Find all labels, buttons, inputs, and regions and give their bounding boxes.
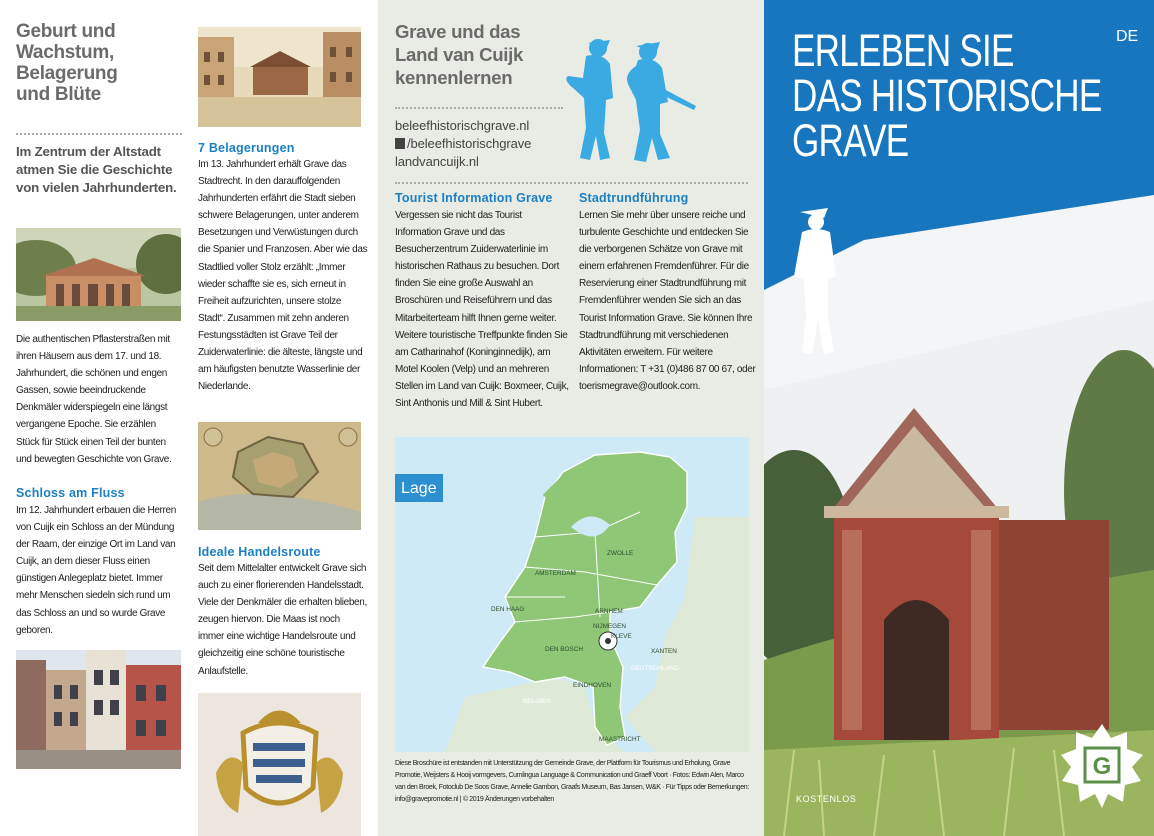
- photo-coat-of-arms: [198, 693, 361, 836]
- divider: [395, 182, 748, 184]
- panel-info: [378, 0, 764, 836]
- city-label: ZWOLLE: [607, 550, 634, 557]
- col2-para1: Im 13. Jahrhundert erhält Grave das Stadtrecht. In den darauffolgenden Jahrhunderten erfährt die Stadt sieben schwere Belagerungen, unter anderem Besetzungen und Verwüstungen durch die Spanier und Franzosen. Aber wie das Stadtlied voller Stolz erzählt: „Immer wieder schaffte sie es, sich erneut in Freiheit aufzurichten, unsere stolze Stadt“. Zusammen mit zehn anderen Festungsstädten ist Grave Teil der Zuiderwaterlinie: die älteste, längste und am häufigsten benutzte Wasserlinie der Niederlande.: [198, 159, 368, 393]
- col3-heading: Grave und das Land van Cuijk kennenlernen: [395, 21, 524, 88]
- col3-para2: Lernen Sie mehr über unsere reiche und turbulente Geschichte und entdecken Sie die verborgenen Schätze von Grave mit einem erfahrenen Fremdenführer. Für die Reservierung einer Stadtrundführung mit Fremdenführer wenden Sie sich an das Tourist Information Grave. Sie können Ihre Stadtrundführung mit verschiedenen Aktivitäten erweitern. Für weitere Informationen: T +31 (0)486 87 00 67, oder toerismegrave@outlook.com.: [579, 210, 756, 392]
- photo-old-building-engraving: [16, 228, 181, 321]
- facebook-icon: [395, 138, 405, 149]
- city-label: EINDHOVEN: [573, 682, 611, 689]
- map-label: Lage: [401, 480, 437, 497]
- cover-footer: KOSTENLOS: [796, 794, 857, 804]
- country-label: DEUTSCHLAND: [631, 665, 679, 672]
- badge-letter: G: [1092, 753, 1112, 780]
- photo-historic-square: [198, 27, 361, 127]
- city-label: NIJMEGEN: [593, 623, 627, 630]
- photo-fortress-map: [198, 422, 361, 530]
- city-label: AMSTERDAM: [535, 570, 576, 577]
- divider: [16, 133, 182, 135]
- link-website[interactable]: beleefhistorischgrave.nl: [395, 118, 530, 133]
- lang-badge: DE: [1116, 28, 1139, 45]
- city-label: DEN HAAG: [491, 606, 525, 613]
- col3-sub1: Tourist Information Grave: [395, 191, 553, 205]
- city-label: XANTEN: [651, 648, 677, 655]
- col1-para2: Im 12. Jahrhundert erbauen die Herren von Cuijk ein Schloss an der Mündung der Raam, der einzige Ort im Land van Cuijk, an dem dieser Fluss einen günstigen Anlegeplatz bietet. Immer mehr Menschen siedeln sich rund um das Schloss an und so wurde Grave geboren.: [16, 505, 176, 636]
- col2-sub1: 7 Belagerungen: [198, 141, 295, 155]
- link-landvancuijk[interactable]: landvancuijk.nl: [395, 154, 479, 169]
- col2-para2: Seit dem Mittelalter entwickelt Grave sich auch zu einer florierenden Handelsstadt. Viele der Denkmäler die erhalten blieben, zeugen hiervon. Die Maas ist noch immer eine wichtige Handelsroute und gleichzeitig eine schöne touristische Anlaufstelle.: [198, 563, 367, 677]
- nobleman-silhouette-icon: [784, 206, 844, 356]
- panel-history: [0, 0, 190, 836]
- col1-intro: Im Zentrum der Altstadt atmen Sie die Geschichte von vielen Jahrhunderten.: [16, 144, 177, 195]
- city-label: KLEVE: [611, 633, 632, 640]
- location-map: [395, 437, 749, 752]
- divider: [395, 107, 563, 109]
- col1-heading: Geburt und Wachstum, Belagerung und Blüte: [16, 21, 118, 105]
- col3-sub2: Stadtrundführung: [579, 191, 689, 205]
- photo-town-houses: [16, 650, 181, 769]
- city-label: DEN BOSCH: [545, 646, 583, 653]
- panel-sieges: [190, 0, 378, 836]
- country-label: BELGIEN: [523, 698, 551, 705]
- col1-subheading: Schloss am Fluss: [16, 486, 125, 500]
- musketeers-silhouette-icon: [558, 38, 698, 168]
- col2-sub2: Ideale Handelsroute: [198, 545, 321, 559]
- city-label: MAASTRICHT: [599, 736, 641, 743]
- grave-logo-badge: [1059, 722, 1145, 808]
- col1-para1: Die authentischen Pflasterstraßen mit ihren Häusern aus dem 17. und 18. Jahrhundert, die schönen und engen Gassen, sowie beeindruckende Denkmäler widerspiegeln eine längst vergangene Epoche. Sie erzählen Stück für Stück einen Teil der bunten und bewegten Geschichte von Grave.: [16, 334, 172, 465]
- cover-title: ERLEBEN SIE DAS HISTORISCHE GRAVE: [792, 25, 1102, 166]
- city-label: ARNHEM: [595, 608, 623, 615]
- cover-panel: [764, 0, 1154, 836]
- col3-para1: Vergessen sie nicht das Tourist Information Grave und das Besucherzentrum Zuiderwaterlinie im historischen Rathaus zu besuchen. Dort finden Sie eine große Auswahl an Broschüren und Reiseführern und das Mitarbeiterteam hilft Ihnen gerne weiter. Weitere touristische Treffpunkte finden Sie am Catharinahof (Koninginnedijk), am Motel Koolen (Velp) und an mehreren Stellen im Land van Cuijk: Boxmeer, Cuijk, Sint Anthonis und Mill & Sint Hubert.: [395, 210, 569, 410]
- credits: Diese Broschüre ist entstanden mit Unterstützung der Gemeinde Grave, der Plattform für Tourismus und Erholung, Grave Promotie, Weijsters & Hooij vormgevers, Cumlingua Language & Communication und Graeff Voort · Fotos: Edwin Alen, Marco van den Broek, Fotoclub De Soos Grave, Annelie Gambon, Graafs Museum, Bas Jansen, W&K · Für Tipps oder Bemerkungen: info@gravepromotie.nl | © 2019 Änderungen vorbehalten: [395, 760, 749, 803]
- link-facebook[interactable]: /beleefhistorischgrave: [395, 135, 531, 153]
